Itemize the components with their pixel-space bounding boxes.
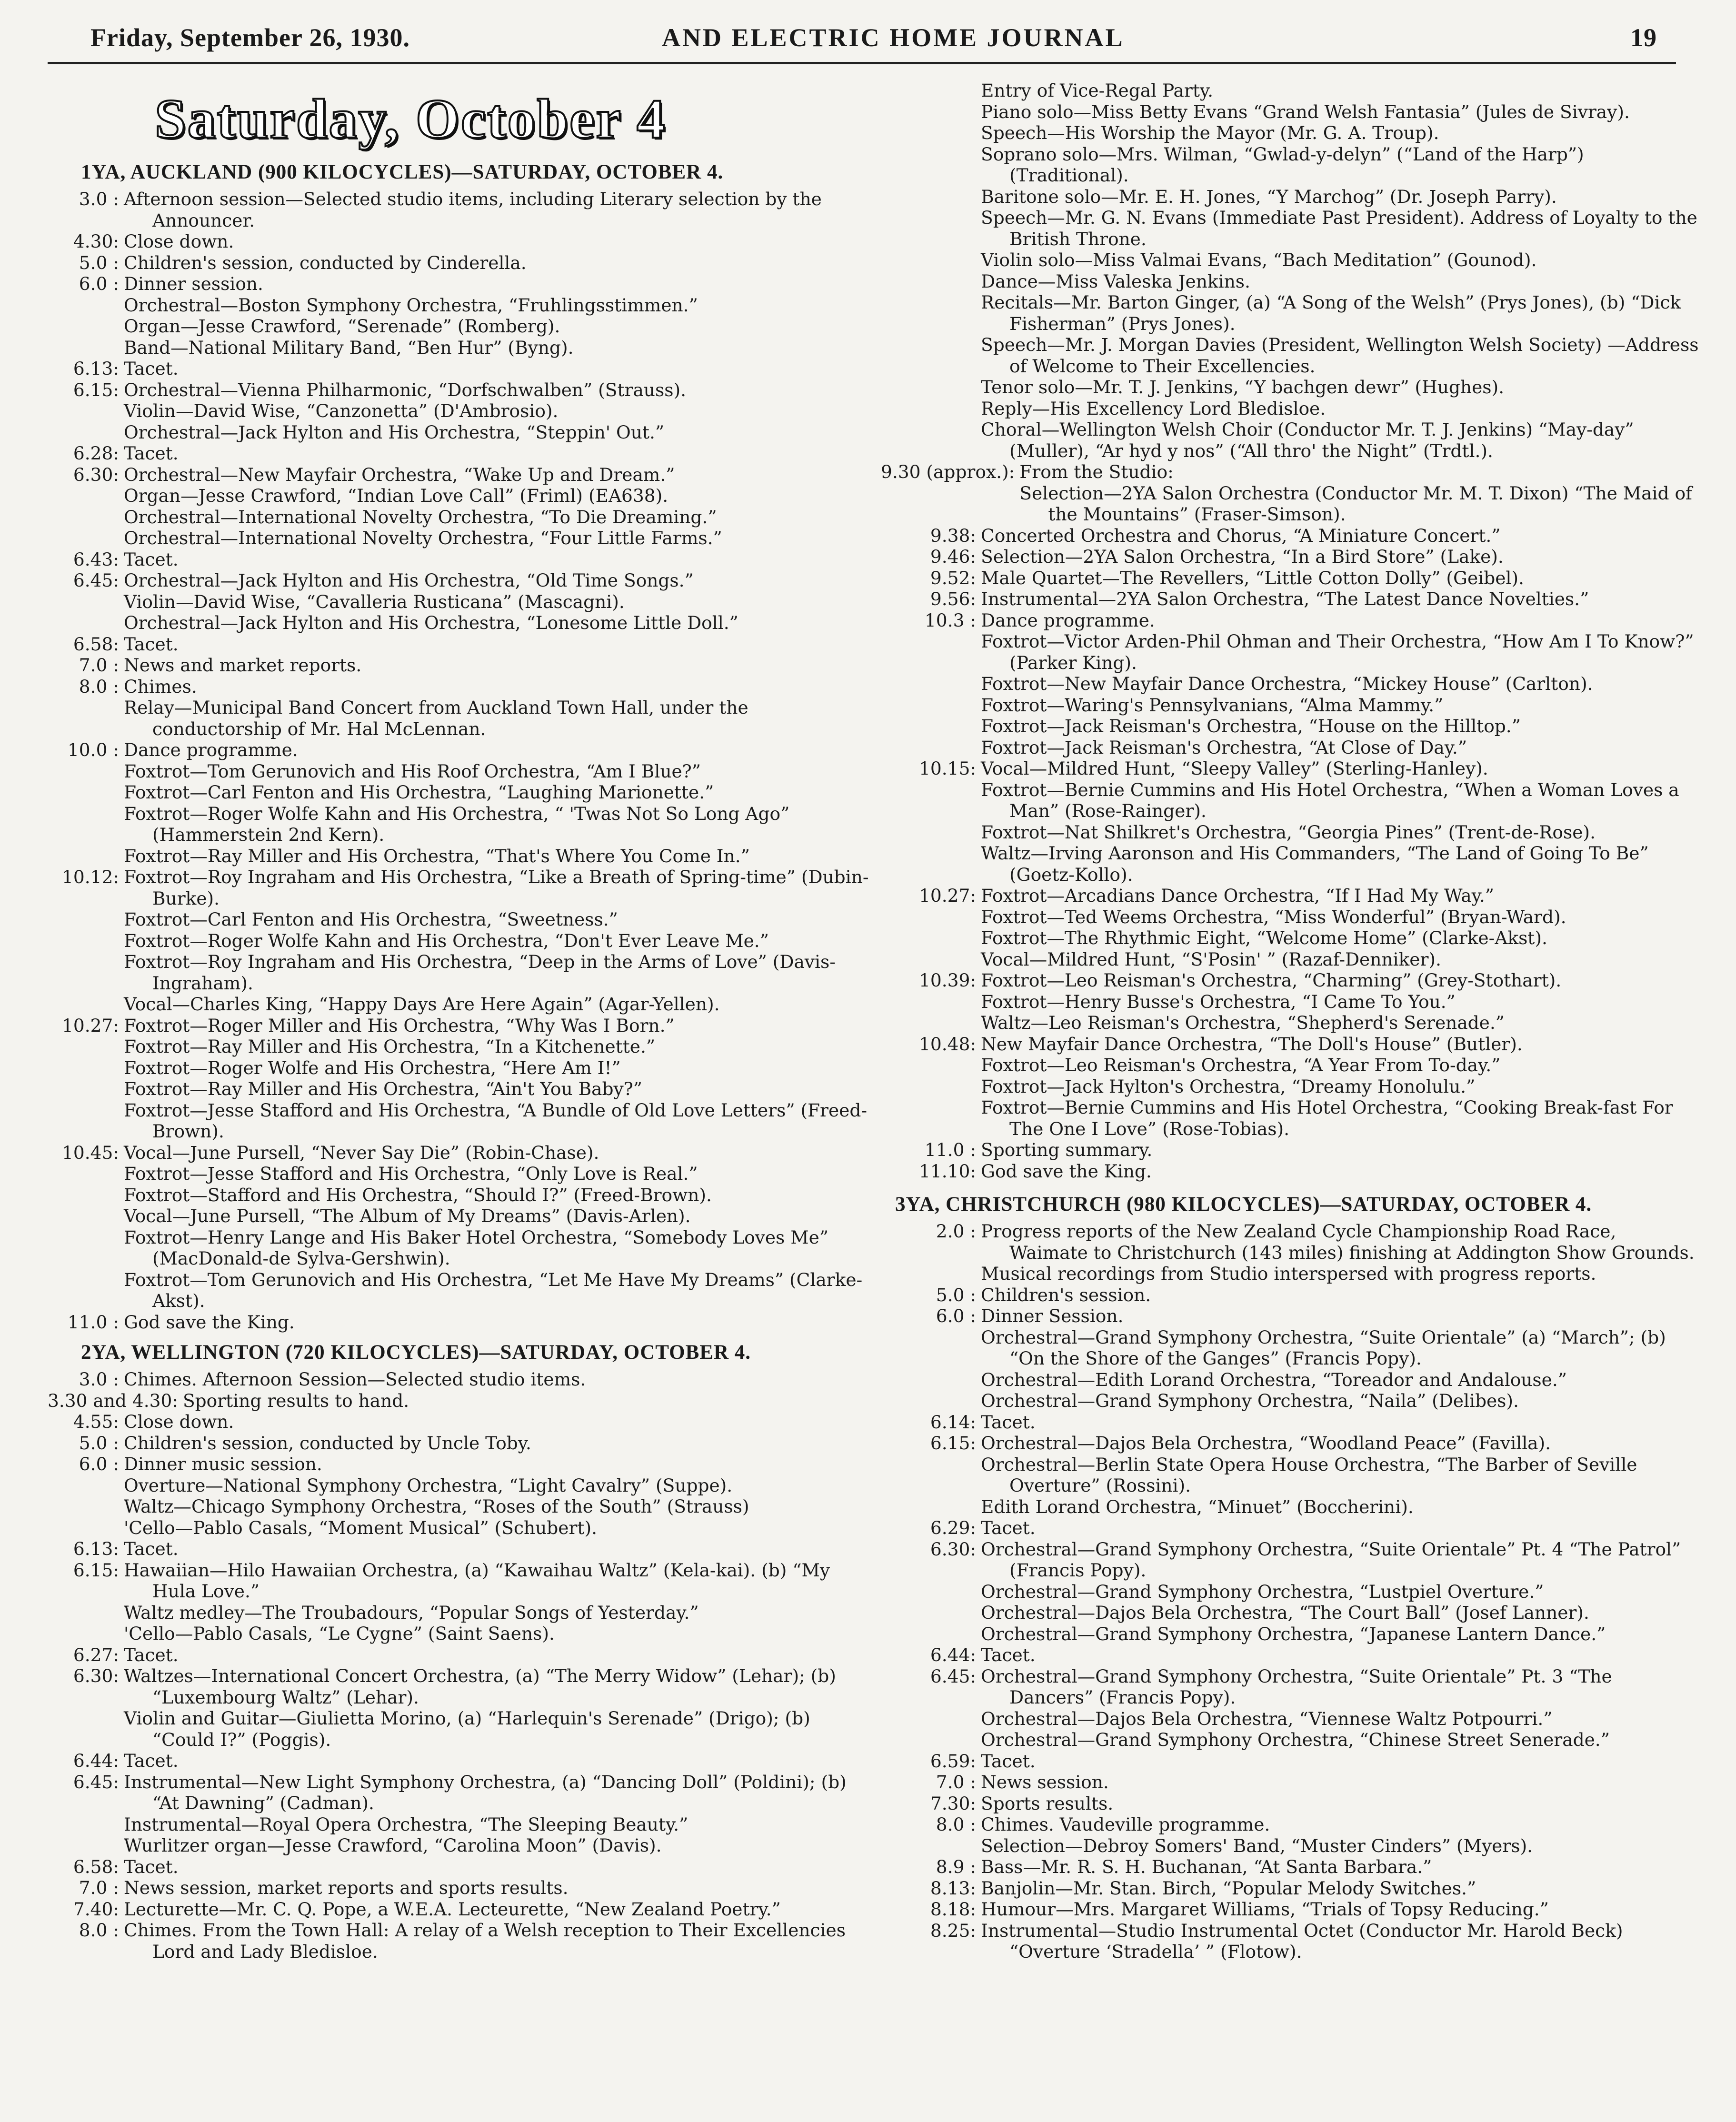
page-number: 19	[1630, 23, 1657, 52]
programme-item: Violin—David Wise, “Canzonetta” (D'Ambrosio).	[124, 400, 559, 421]
programme-item: Bass—Mr. R. S. H. Buchanan, “At Santa Barbara.”	[981, 1856, 1432, 1877]
schedule-entry	[881, 1772, 1700, 1793]
schedule-entry	[881, 1034, 1700, 1140]
programme-item: Vocal—June Pursell, “The Album of My Dreams” (Davis-Arlen).	[124, 1205, 691, 1226]
programme-item: Orchestral—Dajos Bela Orchestra, “Woodland Peace” (Favilla).	[981, 1433, 1551, 1454]
schedule-entry	[48, 1877, 871, 1899]
schedule-entry	[881, 1412, 1700, 1433]
schedule-entry	[881, 885, 1700, 970]
schedule-entry	[881, 1285, 1700, 1306]
programme-item: Tacet.	[124, 548, 179, 570]
programme-item: Orchestral—Grand Symphony Orchestra, “Japanese Lantern Dance.”	[981, 1623, 1606, 1644]
entry-time: 4.30:	[73, 231, 119, 252]
programme-item: Foxtrot—Nat Shilkret's Orchestra, “Georgia Pines” (Trent-de-Rose).	[981, 821, 1596, 843]
entry-time: 6.28:	[73, 443, 119, 464]
programme-item: Sporting summary.	[981, 1139, 1153, 1160]
auckland-schedule	[48, 189, 871, 1333]
programme-item: Progress reports of the New Zealand Cycle Championship Road Race, Waimate to Christchurch (143 miles) finishing at Addington Show Grounds.	[981, 1221, 1695, 1263]
programme-item: Dinner Session.	[981, 1305, 1124, 1326]
programme-item: Tacet.	[124, 1538, 179, 1559]
schedule-entry	[881, 588, 1700, 610]
schedule-entry	[48, 443, 871, 464]
programme-item: Speech—Mr. J. Morgan Davies (President, Wellington Welsh Society) —Address of Welcome to Their Excellencies.	[981, 334, 1699, 377]
programme-item: Foxtrot—Henry Busse's Orchestra, “I Came To You.”	[981, 991, 1456, 1012]
page-title: Saturday, October 4	[155, 88, 667, 150]
programme-item: Children's session.	[981, 1284, 1151, 1305]
entry-time: 9.52:	[930, 567, 976, 588]
programme-item: Waltz medley—The Troubadours, “Popular Songs of Yesterday.”	[124, 1602, 699, 1623]
programme-item: New Mayfair Dance Orchestra, “The Doll's House” (Butler).	[981, 1033, 1523, 1055]
entry-time: 10.39:	[919, 970, 976, 991]
entry-time: 6.30:	[930, 1538, 976, 1560]
programme-item: Organ—Jesse Crawford, “Serenade” (Romberg).	[124, 316, 560, 337]
entry-time: 10.27:	[62, 1015, 119, 1036]
programme-item: Waltz—Irving Aaronson and His Commanders, “The Land of Going To Be” (Goetz-Kollo).	[981, 843, 1649, 885]
programme-item: Foxtrot—Carl Fenton and His Orchestra, “Laughing Marionette.”	[124, 782, 714, 803]
schedule-entry	[48, 231, 871, 252]
schedule-entry	[48, 252, 871, 274]
entry-time: 6.30:	[73, 464, 119, 485]
programme-item: Tacet.	[981, 1750, 1036, 1772]
schedule-entry	[881, 1856, 1700, 1878]
entry-time: 10.48:	[919, 1033, 976, 1055]
journal-title: AND ELECTRIC HOME JOURNAL	[662, 23, 1125, 52]
programme-item: Musical recordings from Studio interspersed with progress reports.	[981, 1263, 1596, 1284]
schedule-entry	[48, 1015, 871, 1142]
schedule-entry	[881, 1161, 1700, 1182]
programme-item: Orchestral—Dajos Bela Orchestra, “Viennese Waltz Potpourri.”	[981, 1708, 1553, 1729]
schedule-entry	[881, 568, 1700, 589]
schedule-entry	[881, 461, 1700, 525]
entry-time: 11.0 :	[67, 1311, 119, 1333]
programme-item: Instrumental—2YA Salon Orchestra, “The Latest Dance Novelties.”	[981, 588, 1589, 609]
entry-time: 6.43:	[73, 548, 119, 570]
programme-item: Foxtrot—Arcadians Dance Orchestra, “If I Had My Way.”	[981, 885, 1494, 906]
schedule-entry	[48, 1390, 871, 1412]
programme-item: Chimes.	[124, 676, 197, 697]
programme-item: Orchestral—Jack Hylton and His Orchestra, “Old Time Songs.”	[124, 570, 694, 591]
entry-time: 10.12:	[62, 867, 119, 887]
programme-item: Waltz—Leo Reisman's Orchestra, “Shepherd's Serenade.”	[981, 1012, 1505, 1033]
programme-item: Tacet.	[981, 1644, 1036, 1665]
entry-time: 7.0 :	[936, 1772, 976, 1793]
auckland-heading: 1YA, AUCKLAND (900 KILOCYCLES)—SATURDAY, OCTOBER 4.	[81, 161, 724, 183]
programme-item: Foxtrot—Jesse Stafford and His Orchestra, “A Bundle of Old Love Letters” (Freed-Brown).	[124, 1099, 868, 1142]
programme-item: Orchestral—Grand Symphony Orchestra, “Lustpiel Overture.”	[981, 1581, 1544, 1602]
schedule-entry	[48, 549, 871, 570]
programme-item: News session.	[981, 1772, 1109, 1793]
schedule-entry	[881, 1920, 1700, 1963]
programme-item: Edith Lorand Orchestra, “Minuet” (Boccherini).	[981, 1496, 1414, 1517]
programme-item: Concerted Orchestra and Chorus, “A Miniature Concert.”	[981, 525, 1501, 546]
entry-time: 11.10:	[919, 1160, 976, 1182]
programme-item: Selection—Debroy Somers' Band, “Muster Cinders” (Myers).	[981, 1835, 1533, 1856]
programme-item: Vocal—Mildred Hunt, “S'Posin' ” (Razaf-Denniker).	[981, 948, 1441, 970]
programme-item: Afternoon session—Selected studio items, including Literary selection by the Announcer.	[124, 189, 822, 231]
programme-item: News and market reports.	[124, 655, 362, 676]
entry-time: 6.14:	[930, 1411, 976, 1433]
programme-item: Foxtrot—Tom Gerunovich and His Orchestra, “Let Me Have My Dreams” (Clarke-Akst).	[124, 1269, 863, 1311]
programme-item: Orchestral—New Mayfair Orchestra, “Wake Up and Dream.”	[124, 464, 675, 485]
programme-item: Foxtrot—Roy Ingraham and His Orchestra, “Like a Breath of Spring-time” (Dubin-Burke).	[124, 867, 869, 909]
programme-item: Children's session, conducted by Uncle Toby.	[124, 1432, 531, 1454]
schedule-entry	[48, 634, 871, 655]
programme-item: Foxtrot—Stafford and His Orchestra, “Should I?” (Freed-Brown).	[124, 1184, 712, 1205]
schedule-entry	[881, 1899, 1700, 1920]
schedule-entry	[881, 1878, 1700, 1899]
schedule-entry	[881, 1433, 1700, 1517]
programme-item: 'Cello—Pablo Casals, “Moment Musical” (Schubert).	[124, 1517, 598, 1538]
programme-item: Orchestral—Boston Symphony Orchestra, “Fruhlingsstimmen.”	[124, 294, 698, 316]
programme-item: Foxtrot—Roger Wolfe and His Orchestra, “Here Am I!”	[124, 1057, 621, 1078]
programme-item: Vocal—Charles King, “Happy Days Are Here Again” (Agar-Yellen).	[124, 994, 720, 1015]
programme-item: Foxtrot—The Rhythmic Eight, “Welcome Home” (Clarke-Akst).	[981, 927, 1547, 948]
entry-time: 8.9 :	[936, 1856, 976, 1877]
programme-item: Recitals—Mr. Barton Ginger, (a) “A Song of the Welsh” (Prys Jones), (b) “Dick Fisherman” (Prys Jones).	[981, 292, 1681, 334]
programme-item: Tacet.	[124, 358, 179, 379]
programme-item: Orchestral—Jack Hylton and His Orchestra, “Steppin' Out.”	[124, 421, 665, 443]
programme-item: Instrumental—New Light Symphony Orchestra, (a) “Dancing Doll” (Poldini); (b) “At Dawning” (Cadman).	[124, 1771, 847, 1813]
schedule-entry	[48, 464, 871, 549]
programme-item: Wurlitzer organ—Jesse Crawford, “Carolina Moon” (Davis).	[124, 1835, 662, 1856]
programme-item: Close down.	[124, 1411, 234, 1432]
entry-time: 10.45:	[62, 1142, 119, 1163]
page-header	[48, 19, 1676, 64]
wellington-schedule-continued	[881, 461, 1700, 1182]
schedule-entry	[48, 1856, 871, 1878]
entry-time: 4.55:	[73, 1411, 119, 1432]
programme-item: Violin—David Wise, “Cavalleria Rusticana” (Mascagni).	[124, 591, 625, 612]
programme-item: Orchestral—International Novelty Orchestra, “To Die Dreaming.”	[124, 506, 717, 528]
schedule-entry	[48, 1920, 871, 1962]
programme-item: Band—National Military Band, “Ben Hur” (Byng).	[124, 337, 574, 358]
schedule-entry	[48, 379, 871, 443]
programme-item: Dance programme.	[981, 609, 1155, 631]
programme-item: Tacet.	[981, 1411, 1036, 1433]
entry-time: 6.13:	[73, 358, 119, 379]
schedule-entry	[48, 1312, 871, 1333]
schedule-entry	[881, 1814, 1700, 1856]
programme-item: Orchestral—Grand Symphony Orchestra, “Chinese Street Senerade.”	[981, 1729, 1610, 1750]
programme-item: Foxtrot—Roger Wolfe Kahn and His Orchestra, “ 'Twas Not So Long Ago” (Hammerstein 2nd Kern).	[124, 803, 790, 845]
entry-time: 6.30:	[73, 1665, 119, 1686]
entry-time: 6.27:	[73, 1644, 119, 1665]
entry-time: 6.0 :	[936, 1305, 976, 1326]
entry-time: 9.46:	[930, 546, 976, 567]
programme-item: Foxtrot—Waring's Pennsylvanians, “Alma Mammy.”	[981, 694, 1444, 716]
schedule-entry	[881, 546, 1700, 568]
entry-time: 5.0 :	[79, 252, 119, 273]
programme-item: Tenor solo—Mr. T. J. Jenkins, “Y bachgen dewr” (Hughes).	[981, 377, 1505, 398]
right-column	[881, 80, 1700, 1963]
programme-item: Orchestral—Grand Symphony Orchestra, “Suite Orientale” (a) “March”; (b) “On the Shore of the Ganges” (Francis Popy).	[981, 1326, 1666, 1369]
programme-item: Foxtrot—Leo Reisman's Orchestra, “Charming” (Grey-Stothart).	[981, 970, 1562, 991]
programme-item: Speech—His Worship the Mayor (Mr. G. A. Troup).	[981, 122, 1439, 143]
programme-item: Orchestral—Edith Lorand Orchestra, “Toreador and Andalouse.”	[981, 1369, 1567, 1390]
wellington-schedule	[48, 1369, 871, 1962]
programme-item: Foxtrot—Bernie Cummins and His Hotel Orchestra, “When a Woman Loves a Man” (Rose-Rainger).	[981, 779, 1679, 821]
programme-item: Chimes. From the Town Hall: A relay of a Welsh reception to Their Excellencies Lord and Lady Bledisloe.	[124, 1920, 846, 1962]
programme-item: Relay—Municipal Band Concert from Auckland Town Hall, under the conductorship of Mr. Hal McLennan.	[124, 697, 748, 739]
schedule-entry	[48, 273, 871, 358]
christchurch-schedule	[881, 1221, 1700, 1963]
programme-item: Foxtrot—Leo Reisman's Orchestra, “A Year From To-day.”	[981, 1055, 1501, 1076]
entry-time: 6.45:	[73, 1771, 119, 1793]
programme-item: Dance—Miss Valeska Jenkins.	[981, 270, 1250, 292]
entry-time: 6.59:	[930, 1750, 976, 1772]
schedule-entry	[881, 1221, 1700, 1285]
schedule-entry	[881, 525, 1700, 547]
programme-item: Foxtrot—Jack Reisman's Orchestra, “At Close of Day.”	[981, 737, 1467, 758]
entry-time: 7.30:	[930, 1793, 976, 1814]
programme-item: Overture—National Symphony Orchestra, “Light Cavalry” (Suppe).	[124, 1474, 733, 1496]
programme-item: From the Studio:	[1019, 461, 1174, 482]
schedule-entry	[48, 1665, 871, 1750]
entry-time: 9.38:	[930, 525, 976, 546]
programme-item: Orchestral—Jack Hylton and His Orchestra, “Lonesome Little Doll.”	[124, 612, 738, 633]
programme-item: Dance programme.	[124, 739, 298, 760]
programme-item: Foxtrot—Carl Fenton and His Orchestra, “Sweetness.”	[124, 909, 618, 930]
entry-time: 11.0 :	[924, 1139, 976, 1160]
programme-item: Selection—2YA Salon Orchestra (Conductor Mr. M. T. Dixon) “The Maid of the Mountains” (Fraser-Simson).	[1019, 482, 1692, 525]
schedule-entry	[48, 676, 871, 740]
schedule-entry	[881, 610, 1700, 758]
schedule-entry	[881, 1139, 1700, 1161]
schedule-entry	[48, 1899, 871, 1920]
programme-item: Tacet.	[124, 443, 179, 464]
programme-item: Instrumental—Studio Instrumental Octet (Conductor Mr. Harold Beck) “Overture ‘Stradella’ ” (Flotow).	[981, 1920, 1623, 1962]
programme-item: Instrumental—Royal Opera Orchestra, “The Sleeping Beauty.”	[124, 1813, 688, 1835]
programme-item: Foxtrot—New Mayfair Dance Orchestra, “Mickey House” (Carlton).	[981, 673, 1593, 694]
schedule-entry	[48, 1560, 871, 1644]
programme-item: Foxtrot—Ray Miller and His Orchestra, “Ain't You Baby?”	[124, 1078, 642, 1099]
schedule-entry	[48, 189, 871, 231]
issue-date: Friday, September 26, 1930.	[90, 23, 410, 52]
programme-item: News session, market reports and sports results.	[124, 1877, 569, 1898]
programme-item: Foxtrot—Ted Weems Orchestra, “Miss Wonderful” (Bryan-Ward).	[981, 906, 1566, 927]
entry-time: 6.0 :	[79, 273, 119, 294]
entry-time: 6.58:	[73, 1856, 119, 1877]
entry-time: 6.58:	[73, 633, 119, 655]
entry-time: 8.0 :	[936, 1814, 976, 1835]
programme-item: Orchestral—Berlin State Opera House Orchestra, “The Barber of Seville Overture” (Rossini).	[981, 1454, 1637, 1496]
programme-item: God save the King.	[124, 1311, 295, 1333]
schedule-entry	[48, 1750, 871, 1772]
programme-item: Foxtrot—Victor Arden-Phil Ohman and Their Orchestra, “How Am I To Know?” (Parker King).	[981, 631, 1694, 673]
programme-item: Violin and Guitar—Giulietta Morino, (a) “Harlequin's Serenade” (Drigo); (b) “Could I?” (Poggis).	[124, 1708, 810, 1750]
schedule-entry	[881, 1517, 1700, 1539]
programme-item: God save the King.	[981, 1160, 1152, 1182]
entry-time: 6.45:	[73, 570, 119, 591]
programme-item: Foxtrot—Roger Wolfe Kahn and His Orchestra, “Don't Ever Leave Me.”	[124, 930, 769, 951]
schedule-entry	[881, 1666, 1700, 1751]
programme-item: 'Cello—Pablo Casals, “Le Cygne” (Saint Saens).	[124, 1623, 555, 1644]
programme-item: Foxtrot—Ray Miller and His Orchestra, “In a Kitchenette.”	[124, 1036, 656, 1057]
entry-time: 8.25:	[930, 1920, 976, 1941]
schedule-entry	[881, 758, 1700, 885]
programme-item: Choral—Wellington Welsh Choir (Conductor Mr. T. J. Jenkins) “May-day” (Muller), “Ar hyd y nos” (“All thro' the Night” (Trdtl.).	[981, 419, 1634, 461]
programme-item: Tacet.	[124, 633, 179, 655]
programme-item: Dinner music session.	[124, 1454, 322, 1474]
programme-item: Foxtrot—Roy Ingraham and His Orchestra, “Deep in the Arms of Love” (Davis-Ingraham).	[124, 951, 836, 994]
entry-time: 9.30 (approx.):	[881, 461, 1015, 482]
programme-item: Violin solo—Miss Valmai Evans, “Bach Meditation” (Gounod).	[981, 249, 1537, 270]
entry-time: 10.0 :	[67, 739, 119, 760]
programme-item: Foxtrot—Tom Gerunovich and His Roof Orchestra, “Am I Blue?”	[124, 760, 701, 782]
entry-time: 3.0 :	[79, 189, 119, 209]
entry-time: 6.44:	[73, 1750, 119, 1771]
schedule-entry	[48, 655, 871, 676]
entry-time: 6.15:	[73, 379, 119, 400]
entry-time: 7.0 :	[79, 1877, 119, 1898]
schedule-entry	[48, 739, 871, 867]
left-column	[48, 76, 871, 1962]
programme-item: Humour—Mrs. Margaret Williams, “Trials of Topsy Reducing.”	[981, 1899, 1549, 1920]
programme-item: Tacet.	[124, 1750, 179, 1771]
programme-item: Dinner session.	[124, 273, 263, 294]
entry-time: 7.40:	[73, 1898, 119, 1920]
programme-item: Tacet.	[124, 1856, 179, 1877]
schedule-entry	[48, 1644, 871, 1666]
schedule-entry	[881, 1539, 1700, 1645]
entry-time: 6.15:	[930, 1433, 976, 1454]
schedule-entry	[48, 867, 871, 1015]
programme-item: Close down.	[124, 231, 234, 252]
entry-time: 6.15:	[73, 1559, 119, 1581]
schedule-entry	[881, 970, 1700, 1034]
programme-item: Vocal—June Pursell, “Never Say Die” (Robin-Chase).	[124, 1142, 599, 1163]
programme-item: Orchestral—Grand Symphony Orchestra, “Suite Orientale” Pt. 4 “The Patrol” (Francis Popy).	[981, 1538, 1681, 1581]
programme-item: Hawaiian—Hilo Hawaiian Orchestra, (a) “Kawaihau Waltz” (Kela-kai). (b) “My Hula Love.”	[124, 1559, 830, 1602]
programme-item: Foxtrot—Jesse Stafford and His Orchestra, “Only Love is Real.”	[124, 1163, 698, 1184]
programme-item: Male Quartet—The Revellers, “Little Cotton Dolly” (Geibel).	[981, 567, 1524, 588]
schedule-entry	[48, 570, 871, 634]
entry-time: 7.0 :	[79, 655, 119, 676]
entry-time: 9.56:	[930, 588, 976, 609]
schedule-entry	[881, 1644, 1700, 1666]
wellington-reception-items	[881, 80, 1700, 461]
entry-time: 8.18:	[930, 1899, 976, 1920]
programme-item: Foxtrot—Jack Hylton's Orchestra, “Dreamy Honolulu.”	[981, 1076, 1476, 1097]
programme-item: Foxtrot—Henry Lange and His Baker Hotel Orchestra, “Somebody Loves Me” (MacDonald-de Sylva-Gershwin).	[124, 1226, 828, 1269]
schedule-entry	[48, 1772, 871, 1856]
programme-item: Foxtrot—Bernie Cummins and His Hotel Orchestra, “Cooking Break-fast For The One I Love” (Rose-Tobias).	[981, 1097, 1673, 1139]
schedule-entry	[48, 1454, 871, 1538]
entry-time: 10.27:	[919, 885, 976, 906]
programme-item: Tacet.	[981, 1517, 1036, 1538]
schedule-entry	[881, 1751, 1700, 1772]
schedule-entry	[881, 1305, 1700, 1412]
schedule-entry	[48, 358, 871, 379]
programme-item: Speech—Mr. G. N. Evans (Immediate Past President). Address of Loyalty to the British Throne.	[981, 207, 1697, 249]
schedule-entry	[881, 1793, 1700, 1814]
programme-item: Reply—His Excellency Lord Bledisloe.	[981, 398, 1326, 419]
entry-time: 5.0 :	[936, 1284, 976, 1305]
programme-item: Chimes. Vaudeville programme.	[981, 1814, 1270, 1835]
entry-time: 8.13:	[930, 1877, 976, 1899]
programme-item: Orchestral—Grand Symphony Orchestra, “Naila” (Delibes).	[981, 1390, 1519, 1411]
schedule-entry	[48, 1411, 871, 1433]
schedule-entry	[48, 1369, 871, 1390]
entry-time: 8.0 :	[79, 1920, 119, 1941]
entry-time: 6.13:	[73, 1538, 119, 1559]
programme-item: Baritone solo—Mr. E. H. Jones, “Y Marchog” (Dr. Joseph Parry).	[981, 186, 1557, 207]
entry-time: 10.3 :	[924, 609, 976, 631]
programme-item: Soprano solo—Mrs. Wilman, “Gwlad-y-delyn” (“Land of the Harp”) (Traditional).	[981, 143, 1584, 186]
entry-time: 3.0 :	[79, 1369, 119, 1390]
programme-item: Foxtrot—Roger Miller and His Orchestra, “Why Was I Born.”	[124, 1015, 675, 1036]
entry-time: 8.0 :	[79, 676, 119, 697]
programme-item: Vocal—Mildred Hunt, “Sleepy Valley” (Sterling-Hanley).	[981, 758, 1488, 779]
programme-item: Waltzes—International Concert Orchestra, (a) “The Merry Widow” (Lehar); (b) “Luxembourg Waltz” (Lehar).	[124, 1665, 836, 1708]
programme-item: Sports results.	[981, 1793, 1114, 1814]
programme-item: Selection—2YA Salon Orchestra, “In a Bird Store” (Lake).	[981, 546, 1504, 567]
programme-item: Piano solo—Miss Betty Evans “Grand Welsh Fantasia” (Jules de Sivray).	[981, 101, 1630, 122]
programme-item: Orchestral—Grand Symphony Orchestra, “Suite Orientale” Pt. 3 “The Dancers” (Francis Popy).	[981, 1665, 1612, 1708]
programme-item: Tacet.	[124, 1644, 179, 1665]
programme-item: Sporting results to hand.	[182, 1390, 409, 1411]
schedule-entry	[48, 1142, 871, 1312]
programme-item: Foxtrot—Ray Miller and His Orchestra, “That's Where You Come In.”	[124, 845, 750, 867]
entry-time: 6.45:	[930, 1665, 976, 1687]
entry-time: 3.30 and 4.30:	[48, 1390, 178, 1411]
entry-time: 10.15:	[919, 758, 976, 779]
programme-item: Children's session, conducted by Cinderella.	[124, 252, 527, 273]
programme-item: Orchestral—Vienna Philharmonic, “Dorfschwalben” (Strauss).	[124, 379, 686, 400]
christchurch-heading: 3YA, CHRISTCHURCH (980 KILOCYCLES)—SATURDAY, OCTOBER 4.	[895, 1193, 1592, 1215]
schedule-entry	[48, 1433, 871, 1454]
entry-time: 5.0 :	[79, 1432, 119, 1454]
programme-item: Orchestral—Dajos Bela Orchestra, “The Court Ball” (Josef Lanner).	[981, 1602, 1589, 1623]
entry-time: 6.29:	[930, 1517, 976, 1538]
programme-item: Entry of Vice-Regal Party.	[981, 80, 1214, 101]
programme-item: Banjolin—Mr. Stan. Birch, “Popular Melody Switches.”	[981, 1877, 1477, 1899]
wellington-heading: 2YA, WELLINGTON (720 KILOCYCLES)—SATURDAY, OCTOBER 4.	[81, 1341, 751, 1364]
schedule-entry	[48, 1538, 871, 1560]
programme-item: Foxtrot—Jack Reisman's Orchestra, “House on the Hilltop.”	[981, 716, 1521, 737]
entry-time: 6.44:	[930, 1644, 976, 1665]
programme-item: Waltz—Chicago Symphony Orchestra, “Roses of the South” (Strauss)	[124, 1496, 749, 1517]
entry-time: 2.0 :	[936, 1221, 976, 1242]
entry-time: 6.0 :	[79, 1454, 119, 1474]
programme-item: Organ—Jesse Crawford, “Indian Love Call” (Friml) (EA638).	[124, 485, 668, 506]
programme-item: Chimes. Afternoon Session—Selected studio items.	[124, 1369, 586, 1390]
programme-item: Lecturette—Mr. C. Q. Pope, a W.E.A. Lecteurette, “New Zealand Poetry.”	[124, 1898, 781, 1920]
programme-item: Orchestral—International Novelty Orchestra, “Four Little Farms.”	[124, 528, 722, 548]
